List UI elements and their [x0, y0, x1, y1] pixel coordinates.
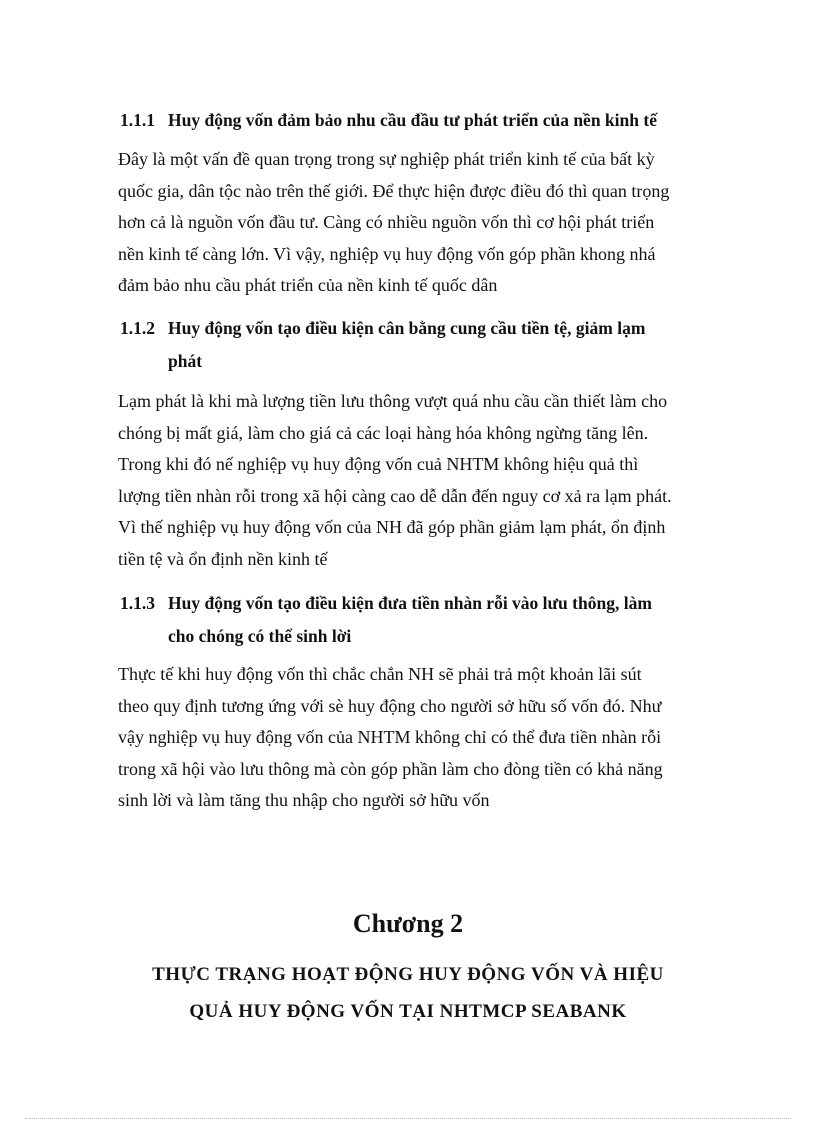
section-heading-1-1-3: [120, 587, 720, 653]
page-bottom-divider: [25, 1118, 791, 1119]
section-body-1-1-2: [118, 386, 698, 576]
chapter-subtitle-line: QUẢ HUY ĐỘNG VỐN TẠI NHTMCP SEABANK: [189, 1001, 627, 1022]
body-line: vậy nghiệp vụ huy động vốn của NHTM không chỉ có thể đưa tiền nhàn rỗi: [118, 727, 662, 748]
body-line: nền kinh tế càng lớn. Vì vậy, nghiệp vụ huy động vốn góp phần khong nhá: [118, 243, 656, 264]
section-number: 1.1.3: [120, 593, 155, 613]
body-line: Vì thế nghiệp vụ huy động vốn của NH đã góp phần giảm lạm phát, ổn định: [118, 517, 666, 538]
section-title-line: Huy động vốn tạo điều kiện đưa tiền nhàn rỗi vào lưu thông, làm: [168, 593, 652, 613]
chapter-subtitle: [0, 956, 816, 1030]
body-line: Lạm phát là khi mà lượng tiền lưu thông vượt quá nhu cầu cần thiết làm cho: [118, 391, 668, 411]
body-line: đảm bảo nhu cầu phát triển của nền kinh tế quốc dân: [118, 275, 498, 296]
body-line: trong xã hội vào lưu thông mà còn góp phần làm cho đòng tiền có khả năng: [118, 758, 663, 779]
section-heading-1-1-2: [120, 312, 720, 378]
section-title-line: Huy động vốn đảm bảo nhu cầu đầu tư phát triển của nền kinh tế: [168, 110, 657, 130]
section-title-line: phát: [168, 351, 203, 371]
body-line: quốc gia, dân tộc nào trên thế giới. Để thực hiện được điều đó thì quan trọng: [118, 180, 670, 201]
section-number: 1.1.1: [120, 110, 155, 130]
chapter-subtitle-line: THỰC TRẠNG HOẠT ĐỘNG HUY ĐỘNG VỐN VÀ HIỆU: [152, 964, 664, 985]
body-line: tiền tệ và ổn định nền kinh tế: [118, 548, 328, 569]
body-line: theo quy định tương ứng với sè huy động cho người sở hữu số vốn đó. Như: [118, 695, 662, 716]
section-title-line: cho chóng có thể sinh lời: [168, 626, 352, 646]
body-line: lượng tiền nhàn rỗi trong xã hội càng cao dễ dẫn đến nguy cơ xả ra lạm phát.: [118, 485, 672, 506]
section-heading-1-1-1: [120, 104, 720, 137]
body-line: chóng bị mất giá, làm cho giá cả các loại hàng hóa không ngừng tăng lên.: [118, 422, 649, 443]
section-title-line: Huy động vốn tạo điều kiện cân bằng cung cầu tiền tệ, giảm lạm: [168, 318, 646, 338]
chapter-title: Chương 2: [352, 909, 464, 938]
section-number: 1.1.2: [120, 318, 155, 338]
section-body-1-1-1: [118, 144, 698, 302]
body-line: sinh lời và làm tăng thu nhập cho người sở hữu vốn: [118, 790, 490, 811]
body-line: hơn cả là nguồn vốn đầu tư. Càng có nhiều nguồn vốn thì cơ hội phát triển: [118, 212, 655, 233]
body-line: Thực tế khi huy động vốn thì chắc chắn NH sẽ phải trả một khoản lãi sút: [118, 664, 642, 684]
section-body-1-1-3: [118, 659, 698, 817]
body-line: Trong khi đó nế nghiệp vụ huy động vốn cuả NHTM không hiệu quả thì: [118, 454, 639, 475]
body-line: Đây là một vấn đề quan trọng trong sự nghiệp phát triển kinh tế của bất kỳ: [118, 149, 655, 169]
